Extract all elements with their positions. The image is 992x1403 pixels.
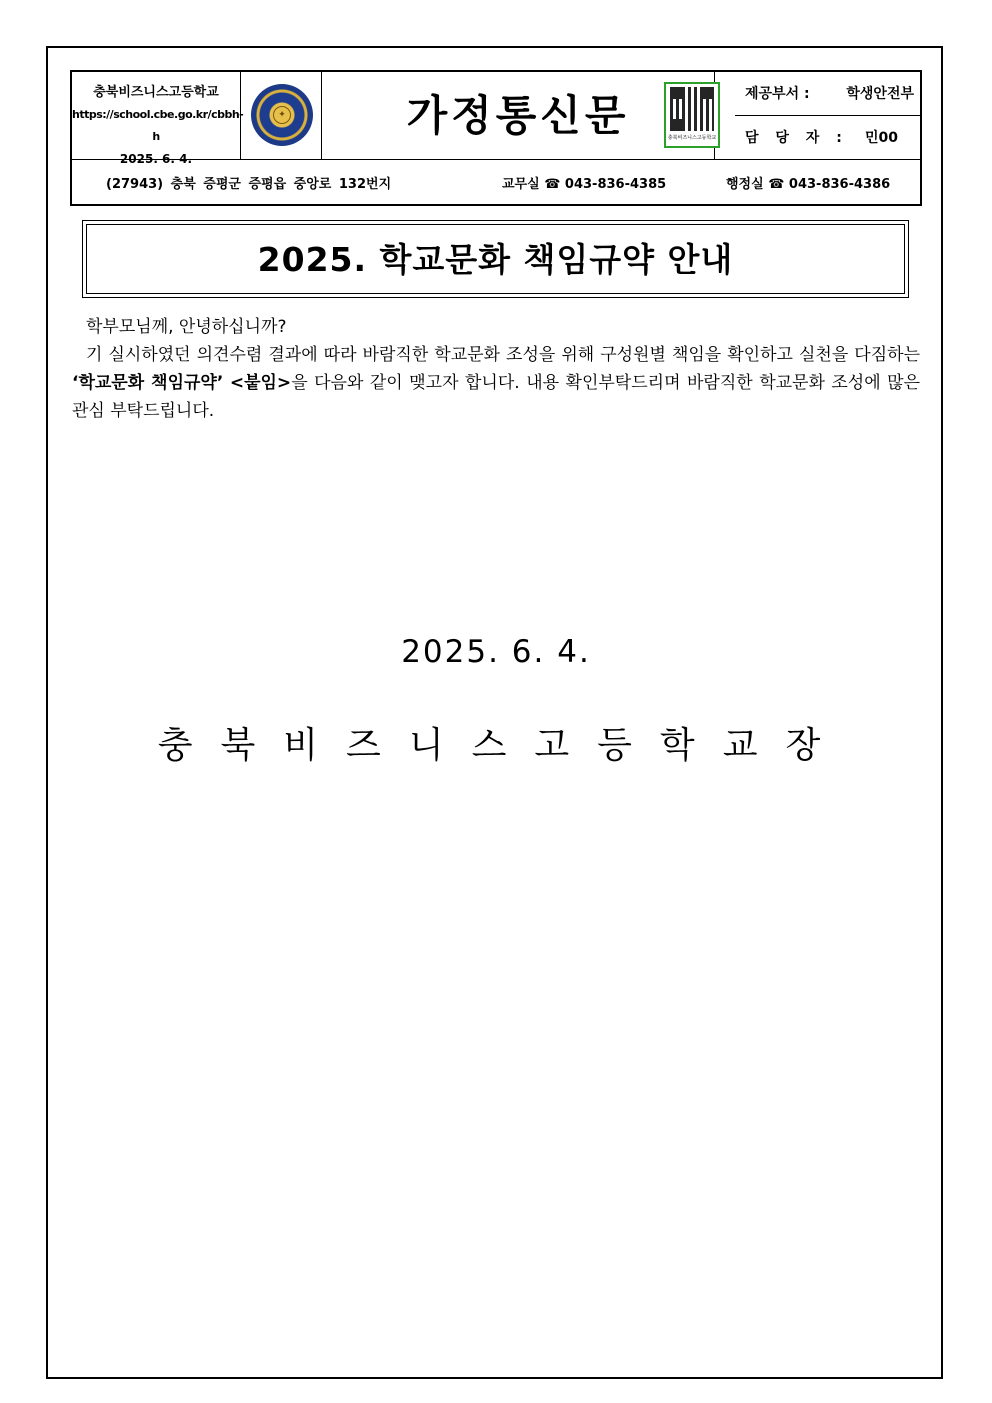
school-address: (27943) 충북 증평군 증평읍 중앙로 132번지	[106, 177, 392, 192]
department-value: 학생안전부	[846, 86, 914, 102]
body-text-3: 을 다음와 같이 맺고자 합니다. 내용 확인부탁드리며 바람직한 학교문화 조성에 많은 관심 부탁드립니다.	[72, 373, 921, 421]
school-url[interactable]: https://school.cbe.go.kr/cbbh-h	[72, 108, 244, 143]
notice-body	[72, 313, 920, 425]
qr-code-icon	[670, 87, 714, 131]
closing-date: 2025. 6. 4.	[401, 634, 591, 670]
office-phone: 교무실 ☎ 043-836-4385	[502, 177, 667, 192]
letterhead	[70, 70, 922, 206]
letterhead-contact-row	[72, 160, 920, 204]
school-logo-icon	[251, 84, 313, 146]
department-label: 제공부서 :	[745, 86, 810, 102]
qr-code-box[interactable]	[664, 82, 720, 148]
admin-phone: 행정실 ☎ 043-836-4386	[726, 177, 891, 192]
principal-signature: 충북비즈니스고등학교장	[157, 725, 849, 766]
body-bold-2: <붙임>	[229, 373, 292, 393]
body-bold-1: ‘학교문화 책임규약’	[72, 373, 224, 393]
logo-cell	[241, 72, 322, 159]
greeting: 학부모님께, 안녕하십니까?	[86, 317, 287, 337]
manager-row	[735, 116, 920, 159]
qr-caption: 충북비즈니스고등학교	[667, 135, 717, 141]
manager-label: 담 당 자 :	[745, 130, 848, 146]
document-title: 가정통신문	[322, 72, 715, 159]
logo-emblem: ✦	[273, 106, 291, 124]
issue-date: 2025. 6. 4.	[119, 152, 193, 166]
notice-title: 2025. 학교문화 책임규약 안내	[86, 224, 905, 294]
body-paragraph	[72, 341, 920, 425]
school-name: 충북비즈니스고등학교	[93, 85, 219, 100]
body-text-1: 기 실시하였던 의견수렴 결과에 따라 바람직한 학교문화 조성을 위해 구성원별 책임을 확인하고 실천을 다짐하는	[86, 345, 920, 365]
notice-title-box	[82, 220, 909, 298]
school-info	[72, 72, 244, 166]
department-info	[735, 72, 920, 159]
department-row	[735, 72, 920, 116]
letterhead-top-row	[72, 72, 920, 166]
manager-value: 민00	[864, 130, 898, 146]
